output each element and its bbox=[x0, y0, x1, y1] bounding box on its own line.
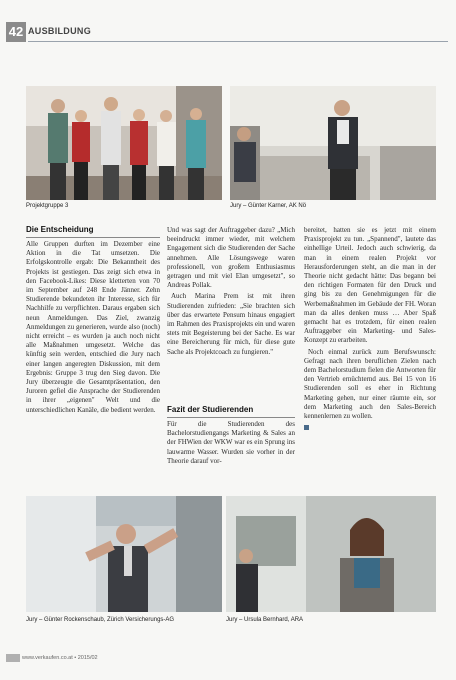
footer-logo-mark bbox=[6, 654, 20, 662]
paragraph: bereitet, hatten sie es jetzt mit einem Praxisprojekt zu tun. „Spannend", lautete das einhellige Urteil. Jedoch auch schwierig, da man in einem realen Projekt vor Herausforderungen steht, an die man in der Theorie nicht gedacht hätte: Das begann bei den richtigen Formaten für den Druck und ging bis zu den Genehmigungen für die Werbemaßnahmen im Gebäude der FH. Woran man da alles denken muss … Aber Spaß gemacht hat es trotzdem, für einen realen Auftraggeber ein Marketing- und Sales-Konzept zu erarbeiten. bbox=[304, 226, 436, 345]
caption-juror-karner: Jury – Günter Karner, AK Nö bbox=[230, 203, 307, 209]
section-title: AUSBILDUNG bbox=[28, 26, 91, 36]
page-number: 42 bbox=[6, 22, 26, 42]
paragraph: Alle Gruppen durften im Dezember eine Aktion in die Tat umsetzen. Die Erfolgskontrolle ergab: Die Bekanntheit des Projekts ist gestiegen. Das zeigt sich etwa in den Facebook-Likes: Diese kletterten von 70 im September auf 248 Ende Jänner. Zehn Studierende bekundeten ihr Interesse, sich für Nachhilfe zu verpflichten. Daraus ergaben sich neun Anmeldungen. Das Ziel, zwanzig Anmeldungen zu generieren, wurde also (noch) nicht erreicht – es wurden ja auch noch nicht alle Maßnahmen umgesetzt. Welche das künftig sein werden, entschied die Jury nach einer langen angeregten Diskussion, mit dem Ergebnis: Gruppe 3 trug den Sieg davon. Die Jury überzeugte die Gesamtpräsentation, den Juroren gefiel die Ansprache der Studierenden in ihrer „eigenen" Welt und die unterschiedlichen Kanäle, die bedient werden. bbox=[26, 240, 160, 414]
column-3 bbox=[304, 226, 436, 432]
juror-karner-photo bbox=[230, 86, 436, 200]
subhead-rule bbox=[167, 417, 295, 418]
header-rule bbox=[28, 41, 448, 42]
column-2 bbox=[167, 226, 295, 359]
subhead-entscheidung: Die Entscheidung bbox=[26, 225, 94, 234]
group-photo bbox=[26, 86, 222, 200]
subhead-rule bbox=[26, 237, 160, 238]
paragraph: Und was sagt der Auftraggeber dazu? „Mich beeindruckt immer wieder, mit welchem Engagement sich die Studierenden der Sache annehmen. Alle Lösungswege waren professionell, von großem Enthusiasmus getragen und mit viel Elan umgesetzt", so Andreas Pollak. bbox=[167, 226, 295, 290]
article-end-icon bbox=[304, 425, 309, 430]
caption-group-photo: Projektgruppe 3 bbox=[26, 203, 69, 209]
page-footer: www.verkaufen.co.at • 2015/02 bbox=[22, 655, 98, 661]
page-header bbox=[6, 22, 450, 46]
paragraph: Noch einmal zurück zum Berufswunsch: Gefragt nach ihren beruflichen Zielen nach dem Bachelorstudium fielen die Antworten für den Vertrieb ernüchternd aus. Bei 15 von 16 Studierenden soll es eher in Richtung Marketing gehen, nur einer räumte ein, sor dem Marketing auch den Sales-Bereich kennenlernen zu wollen. bbox=[304, 347, 436, 421]
subhead-fazit: Fazit der Studierenden bbox=[167, 405, 254, 414]
juror-bernhard-photo bbox=[226, 496, 436, 612]
column-2-fazit bbox=[167, 420, 295, 468]
caption-juror-bernhard: Jury – Ursula Bernhard, ARA bbox=[226, 617, 304, 623]
caption-juror-rockenschaub: Jury – Günter Rockenschaub, Zürich Versicherungs-AG bbox=[26, 617, 175, 623]
column-1 bbox=[26, 240, 160, 417]
juror-rockenschaub-photo bbox=[26, 496, 222, 612]
paragraph: Auch Marina Prem ist mit ihren Studierenden zufrieden: „Sie brachten sich über das erwartete Pensum hinaus engagiert im Rahmen des Praxisprojekts ein und waren stets mit Begeisterung bei der Sache. Es war eine Bereicherung für mich, für diese gute Sache als Projektcoach zu fungieren." bbox=[167, 292, 295, 356]
paragraph: Für die Studierenden des Bachelorstudiengangs Marketing & Sales an der FHWien der WKW war es ein Sprung ins lauwarme Wasser. Wurden sie vorher in der Theorie darauf vor- bbox=[167, 420, 295, 465]
